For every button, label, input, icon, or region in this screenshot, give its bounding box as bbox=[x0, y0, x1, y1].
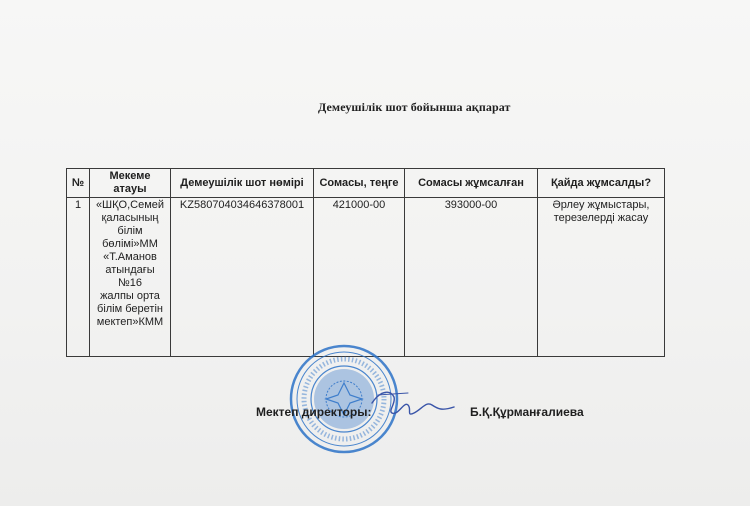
document-title: Демеушілік шот бойынша ақпарат bbox=[318, 100, 511, 114]
director-label: Мектеп директоры: bbox=[256, 405, 372, 419]
header-purpose: Қайда жұмсалды? bbox=[538, 169, 665, 198]
header-institution: Мекеме атауы bbox=[90, 169, 171, 198]
sponsorship-table bbox=[66, 168, 665, 357]
cell-amount: 421000-00 bbox=[314, 198, 405, 357]
director-name: Б.Қ.Құрманғалиева bbox=[470, 405, 584, 419]
cell-account: KZ58070403464637800​1 bbox=[171, 198, 314, 357]
table-header-row bbox=[67, 169, 665, 198]
header-spent: Сомасы жұмсалған bbox=[405, 169, 538, 198]
signature-line bbox=[256, 405, 586, 425]
cell-institution: «ШҚО,Семей қаласының білім бөлімі»ММ «Т.Аманов атындағы №16 жалпы орта білім беретін мектеп»КММ bbox=[90, 198, 171, 357]
cell-purpose: Әрлеу жұмыстары, терезелерді жасау bbox=[538, 198, 665, 357]
table-row bbox=[67, 198, 665, 357]
cell-spent: 393000-00 bbox=[405, 198, 538, 357]
header-account: Демеушілік шот нөмірі bbox=[171, 169, 314, 198]
header-number: № bbox=[67, 169, 90, 198]
header-amount: Сомасы, теңге bbox=[314, 169, 405, 198]
cell-number: 1 bbox=[67, 198, 90, 357]
